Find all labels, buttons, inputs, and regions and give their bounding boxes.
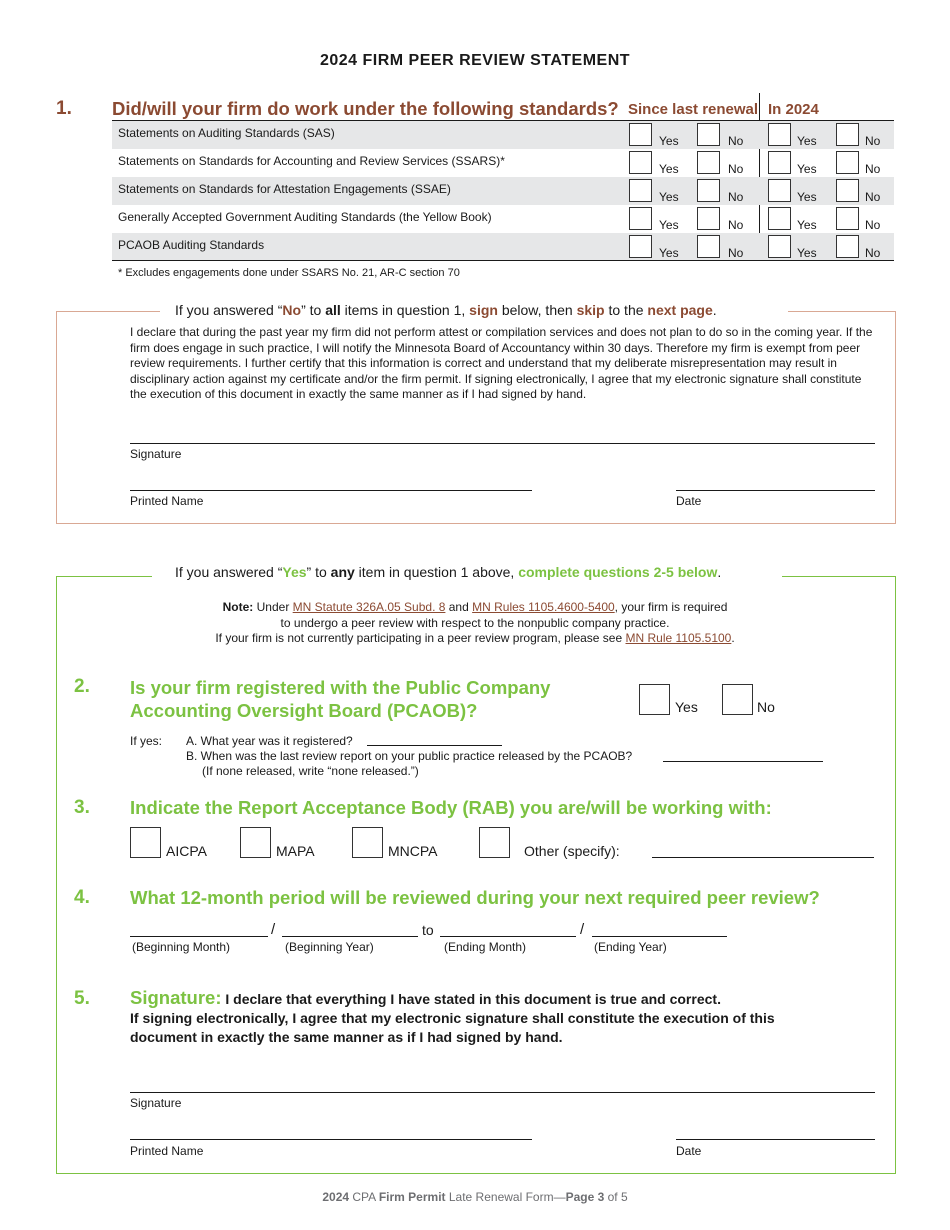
- ending-month-field[interactable]: [440, 936, 576, 937]
- standard-yes-label: Yes: [659, 162, 679, 176]
- table-bottom-rule: [112, 260, 894, 261]
- standard-2024-no-checkbox[interactable]: [836, 179, 859, 202]
- standard-yes-label: Yes: [797, 190, 817, 204]
- ending-year-field[interactable]: [592, 936, 727, 937]
- standard-no-label: No: [865, 218, 881, 232]
- yes-answer-box: [56, 576, 896, 1174]
- standard-yes-label: Yes: [659, 134, 679, 148]
- rab-mapa-label: MAPA: [276, 843, 315, 859]
- q2-no-checkbox[interactable]: [722, 684, 753, 715]
- standard-2024-yes-checkbox[interactable]: [768, 123, 791, 146]
- if-yes-label: If yes:: [130, 734, 163, 748]
- standard-since-yes-checkbox[interactable]: [629, 123, 652, 146]
- standard-label: Statements on Standards for Accounting and Review Services (SSARS)*: [118, 154, 505, 168]
- rab-aicpa-label: AICPA: [166, 843, 207, 859]
- standard-2024-no-checkbox[interactable]: [836, 123, 859, 146]
- q3-question: Indicate the Report Acceptance Body (RAB) you are/will be working with:: [130, 797, 772, 818]
- standard-label: Statements on Standards for Attestation Engagements (SSAE): [118, 182, 451, 196]
- q2-number: 2.: [74, 676, 90, 697]
- col-since-last-renewal: Since last renewal: [628, 101, 759, 118]
- standard-2024-yes-checkbox[interactable]: [768, 235, 791, 258]
- no-printed-name-label: Printed Name: [130, 494, 204, 508]
- q2-no-label: No: [757, 699, 775, 715]
- standard-yes-label: Yes: [659, 246, 679, 260]
- rab-aicpa-checkbox[interactable]: [130, 827, 161, 858]
- standard-yes-label: Yes: [659, 218, 679, 232]
- standard-no-label: No: [728, 190, 744, 204]
- col-in-2024: In 2024: [768, 101, 819, 118]
- no-printed-name-field[interactable]: [130, 490, 532, 491]
- page-title: 2024 FIRM PEER REVIEW STATEMENT: [319, 52, 631, 69]
- standard-since-yes-checkbox[interactable]: [629, 151, 652, 174]
- standard-no-label: No: [865, 162, 881, 176]
- beginning-year-label: (Beginning Year): [285, 940, 374, 954]
- ending-year-label: (Ending Year): [594, 940, 667, 954]
- standard-2024-yes-checkbox[interactable]: [768, 207, 791, 230]
- q3-number: 3.: [74, 797, 90, 818]
- q5-printed-name-label: Printed Name: [130, 1144, 204, 1158]
- standard-no-label: No: [865, 246, 881, 260]
- standard-yes-label: Yes: [797, 134, 817, 148]
- standard-since-no-checkbox[interactable]: [697, 235, 720, 258]
- rab-other-checkbox[interactable]: [479, 827, 510, 858]
- standard-no-label: No: [865, 134, 881, 148]
- q1-number: 1.: [56, 98, 72, 119]
- q2b-label: B. When was the last review report on your public practice released by the PCAOB?: [186, 749, 633, 763]
- standard-no-label: No: [728, 218, 744, 232]
- q2-yes-label: Yes: [675, 699, 698, 715]
- standard-since-no-checkbox[interactable]: [697, 207, 720, 230]
- q5-signature-label: Signature: [130, 1096, 182, 1110]
- standard-since-yes-checkbox[interactable]: [629, 235, 652, 258]
- q4-number: 4.: [74, 887, 90, 908]
- no-date-label: Date: [676, 494, 702, 508]
- q5-printed-name-field[interactable]: [130, 1139, 532, 1140]
- q5-date-field[interactable]: [676, 1139, 875, 1140]
- peer-review-note: Note: Under MN Statute 326A.05 Subd. 8 and MN Rules 1105.4600-5400, your firm is required to undergo a peer review with respect to the nonpublic company practice. If your firm is not currently participating in a peer review program, please see MN Rule 1105.5100.: [215, 600, 735, 645]
- rab-other-field[interactable]: [652, 857, 874, 858]
- standard-since-no-checkbox[interactable]: [697, 179, 720, 202]
- yes-answer-heading: If you answered “Yes” to any item in question 1 above, complete questions 2-5 below.: [175, 564, 722, 580]
- q5-date-label: Date: [676, 1144, 702, 1158]
- q4-question: What 12-month period will be reviewed during your next required peer review?: [130, 887, 820, 908]
- standard-yes-label: Yes: [659, 190, 679, 204]
- standard-since-no-checkbox[interactable]: [697, 151, 720, 174]
- standard-label: Generally Accepted Government Auditing Standards (the Yellow Book): [118, 210, 492, 224]
- q2a-label: A. What year was it registered?: [186, 734, 353, 748]
- q2b-date-field[interactable]: [663, 761, 823, 762]
- mn-rules-link[interactable]: MN Rules 1105.4600-5400: [472, 600, 615, 614]
- standard-since-yes-checkbox[interactable]: [629, 207, 652, 230]
- q1-question: Did/will your firm do work under the following standards?: [112, 98, 619, 119]
- rab-mncpa-label: MNCPA: [388, 843, 438, 859]
- beginning-year-field[interactable]: [282, 936, 418, 937]
- q2-question: Is your firm registered with the Public Company Accounting Oversight Board (PCAOB)?: [130, 677, 551, 721]
- q2a-year-field[interactable]: [367, 745, 502, 746]
- standard-label: PCAOB Auditing Standards: [118, 238, 265, 252]
- standard-2024-yes-checkbox[interactable]: [768, 179, 791, 202]
- exemption-declaration: I declare that during the past year my firm did not perform attest or compilation services and does not plan to do so in the coming year. If the firm does engage in such practice, I will notify the Minnesota Board of Accountancy within 30 days. Therefore my firm is exempt from peer review requirements. I further certify that this information is correct and understand that my deliberate misrepresentation may result in disciplinary action against my certificate and/or the firm permit. If signing electronically, I agree that my electronic signature shall constitute the execution of this document in exactly the same manner as if I had signed by hand.: [130, 325, 873, 401]
- standard-since-yes-checkbox[interactable]: [629, 179, 652, 202]
- slash-2: /: [580, 921, 585, 938]
- standard-yes-label: Yes: [797, 218, 817, 232]
- standard-no-label: No: [865, 190, 881, 204]
- beginning-month-field[interactable]: [130, 936, 268, 937]
- to-label: to: [422, 922, 434, 938]
- ending-month-label: (Ending Month): [444, 940, 527, 954]
- rab-mapa-checkbox[interactable]: [240, 827, 271, 858]
- standard-yes-label: Yes: [797, 246, 817, 260]
- q2-yes-checkbox[interactable]: [639, 684, 670, 715]
- q5-number: 5.: [74, 988, 90, 1009]
- standard-2024-no-checkbox[interactable]: [836, 207, 859, 230]
- page-footer: 2024 CPA Firm Permit Late Renewal Form—Page 3 of 5: [322, 1190, 628, 1204]
- standard-yes-label: Yes: [797, 162, 817, 176]
- q2b-note: (If none released, write “none released.”): [202, 764, 419, 778]
- standard-since-no-checkbox[interactable]: [697, 123, 720, 146]
- standard-2024-no-checkbox[interactable]: [836, 235, 859, 258]
- slash-1: /: [271, 921, 276, 938]
- q5-signature-field[interactable]: [130, 1092, 875, 1093]
- q5-statement: Signature: I declare that everything I have stated in this document is true and correct. If signing electronically, I agree that my electronic signature shall constitute the execution of this document in exactly the same manner as if I had signed by hand.: [130, 987, 775, 1045]
- beginning-month-label: (Beginning Month): [132, 940, 231, 954]
- standard-no-label: No: [728, 246, 744, 260]
- no-signature-label: Signature: [130, 447, 182, 461]
- footnote: * Excludes engagements done under SSARS No. 21, AR-C section 70: [118, 267, 460, 279]
- no-signature-field[interactable]: [130, 443, 875, 444]
- no-date-field[interactable]: [676, 490, 875, 491]
- no-answer-heading: If you answered “No” to all items in question 1, sign below, then skip to the next page.: [175, 302, 717, 318]
- mn-rule-5100-link[interactable]: MN Rule 1105.5100: [625, 631, 732, 645]
- standard-no-label: No: [728, 162, 744, 176]
- standard-2024-yes-checkbox[interactable]: [768, 151, 791, 174]
- rab-mncpa-checkbox[interactable]: [352, 827, 383, 858]
- standard-no-label: No: [728, 134, 744, 148]
- standard-2024-no-checkbox[interactable]: [836, 151, 859, 174]
- rab-other-label: Other (specify):: [524, 843, 620, 859]
- standard-label: Statements on Auditing Standards (SAS): [118, 126, 335, 140]
- mn-statute-link[interactable]: MN Statute 326A.05 Subd. 8: [292, 600, 446, 614]
